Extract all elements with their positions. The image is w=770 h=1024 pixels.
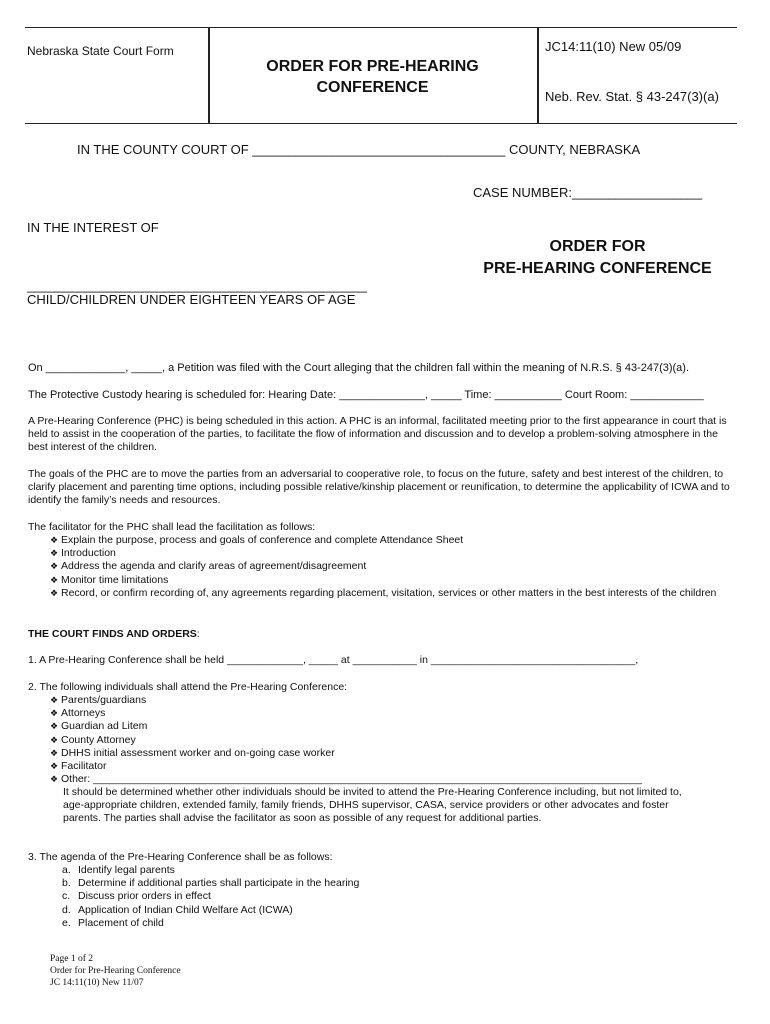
list-item: b. Determine if additional parties shall participate in the hearing xyxy=(62,877,360,890)
order-item-1: 1. A Pre-Hearing Conference shall be held _____________, _____ at ___________ in ___________________________________, xyxy=(28,654,639,666)
list-item: ❖ Address the agenda and clarify areas of agreement/disagreement xyxy=(50,560,367,573)
petition-line: On _____________, _____, a Petition was filed with the Court alleging that the children fall within the meaning of N.R.S. § 43-247(3)(a). xyxy=(28,362,690,374)
form-number: JC14:11(10) New 05/09 xyxy=(545,39,682,54)
header-title xyxy=(210,56,535,98)
header-title-line1: ORDER FOR PRE-HEARING xyxy=(266,58,479,75)
list-item: c. Discuss prior orders in effect xyxy=(62,890,211,903)
list-item: e. Placement of child xyxy=(62,916,164,929)
list-item: ❖ Guardian ad Litem xyxy=(50,720,148,733)
court-form-label: Nebraska State Court Form xyxy=(27,44,174,58)
page-footer xyxy=(50,953,181,989)
diamond-bullet-icon: ❖ xyxy=(50,708,59,719)
form-header-box xyxy=(25,27,737,124)
diamond-bullet-icon: ❖ xyxy=(50,734,59,745)
list-item: ❖ Introduction xyxy=(50,547,116,560)
facilitator-intro: The facilitator for the PHC shall lead the facilitation as follows: xyxy=(28,521,316,533)
case-number: CASE NUMBER:__________________ xyxy=(473,185,703,200)
list-item: ❖ County Attorney xyxy=(50,733,136,746)
page-number: Page 1 of 2 xyxy=(50,954,94,964)
diamond-bullet-icon: ❖ xyxy=(50,774,59,785)
list-item: ❖ Parents/guardians xyxy=(50,694,147,706)
list-item: ❖ Other: ______________________________________________________________________________________________ xyxy=(50,773,643,786)
diamond-bullet-icon: ❖ xyxy=(50,587,59,598)
footer-form-code: JC 14:11(10) New 11/07 xyxy=(50,978,144,988)
order-item-3: 3. The agenda of the Pre-Hearing Conference shall be as follows: xyxy=(28,851,333,863)
in-interest-label: IN THE INTEREST OF xyxy=(27,220,159,235)
facilitator-list xyxy=(50,534,730,600)
order-title-line2: PRE-HEARING CONFERENCE xyxy=(483,260,712,277)
other-attendees-note: It should be determined whether other individuals should be invited to attend the Pre-Hearing Conference including, but not limited to, age-appropriate children, extended family, family friends, DHHS supervisor, CASA, service providers or other advocates and foster parents. The parties shall advise the facilitator as soon as possible of any request for additional parties. xyxy=(63,786,682,825)
order-title-line1: ORDER FOR xyxy=(549,238,646,255)
order-item-2: 2. The following individuals shall attend the Pre-Hearing Conference: xyxy=(28,681,348,693)
diamond-bullet-icon: ❖ xyxy=(50,761,59,772)
list-item: ❖ Facilitator xyxy=(50,760,107,773)
phc-goals: The goals of the PHC are to move the parties from an adversarial to cooperative role, to focus on the future, safety and best interest of the children, to clarify placement and parenting time options, including possible relative/kinship placement or reunification, to determine the applicability of ICWA and to identify the family’s needs and resources. xyxy=(28,468,730,507)
child-label: CHILD/CHILDREN UNDER EIGHTEEN YEARS OF AGE xyxy=(27,292,356,307)
list-item: d. Application of Indian Child Welfare Act (ICWA) xyxy=(62,903,293,916)
list-item: ❖ Explain the purpose, process and goals of conference and complete Attendance Sheet xyxy=(50,534,464,546)
child-name-line: _______________________________________________ xyxy=(27,278,367,293)
diamond-bullet-icon: ❖ xyxy=(50,695,59,705)
diamond-bullet-icon: ❖ xyxy=(50,574,59,585)
phc-description: A Pre-Hearing Conference (PHC) is being scheduled in this action. A PHC is an informal, facilitated meeting prior to the first appearance in court that is held to assist in the cooperation of the parties, to facilitate the flow of information and discussion and to develop a problem-solving atmosphere in the best interest of the children. xyxy=(28,415,727,454)
list-item: ❖ Monitor time limitations xyxy=(50,573,169,586)
statute-reference: Neb. Rev. Stat. § 43-247(3)(a) xyxy=(545,89,719,104)
custody-hearing-line: The Protective Custody hearing is scheduled for: Hearing Date: ______________, _____ Time: ___________ Court Room: ____________ xyxy=(28,389,704,401)
list-item: ❖ Record, or confirm recording of, any agreements regarding placement, visitation, services or other matters in the best interests of the children xyxy=(50,586,717,599)
list-item: ❖ DHHS initial assessment worker and on-going case worker xyxy=(50,746,335,759)
header-title-line2: CONFERENCE xyxy=(316,79,429,96)
diamond-bullet-icon: ❖ xyxy=(50,548,59,559)
county-court-line: IN THE COUNTY COURT OF ___________________________________ COUNTY, NEBRASKA xyxy=(77,142,641,157)
findings-heading: THE COURT FINDS AND ORDERS: xyxy=(28,628,200,640)
list-item: a. Identify legal parents xyxy=(62,864,175,876)
diamond-bullet-icon: ❖ xyxy=(50,561,59,572)
agenda-list xyxy=(62,864,359,930)
diamond-bullet-icon: ❖ xyxy=(50,747,59,758)
order-title xyxy=(450,236,745,280)
header-divider-right xyxy=(537,28,539,123)
diamond-bullet-icon: ❖ xyxy=(50,721,59,732)
attendee-list xyxy=(50,694,740,786)
footer-form-name: Order for Pre-Hearing Conference xyxy=(50,966,181,976)
diamond-bullet-icon: ❖ xyxy=(50,535,59,545)
list-item: ❖ Attorneys xyxy=(50,707,106,720)
